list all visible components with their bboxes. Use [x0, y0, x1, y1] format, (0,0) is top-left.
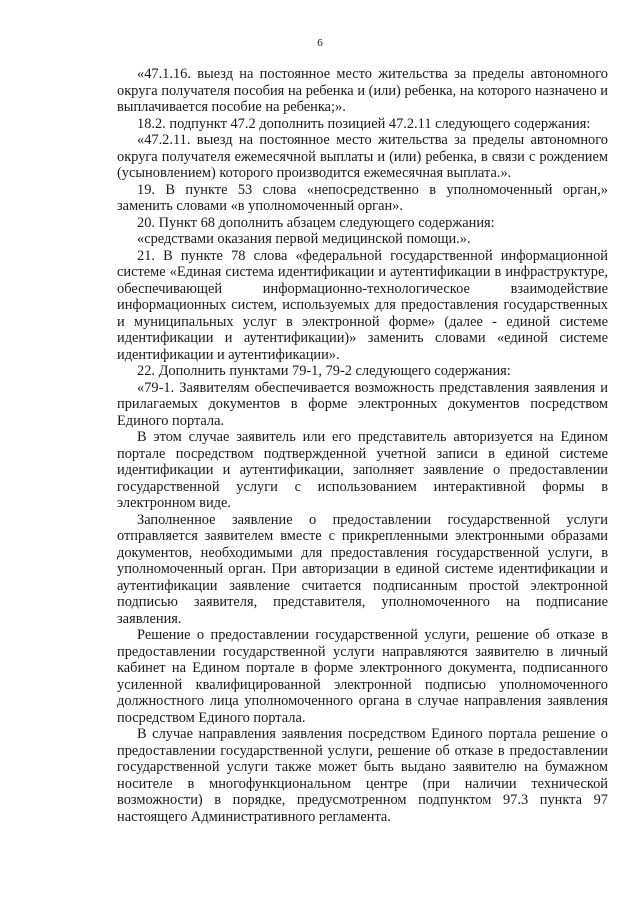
paragraph-19: 19. В пункте 53 слова «непосредственно в уполномоченный орган,» заменить словами «в уполномоченный орган».	[117, 181, 608, 214]
paragraph-47-1-16: «47.1.16. выезд на постоянное место жительства за пределы автономного округа получателя пособия на ребенка и (или) ребенка, на которого назначено и выплачивается пособие на ребенка;».	[117, 66, 608, 115]
paragraph-submission: Заполненное заявление о предоставлении государственной услуги отправляется заявителем вместе с прикрепленными электронными образами документов, необходимыми для предоставления государственной услуги, в уполномоченный орган. При авторизации в единой системе идентификации и аутентификации заявление считается подписанным простой электронной подписью заявителя, представителя, уполномоченного на подписание заявления.	[117, 511, 608, 627]
document-body	[117, 66, 608, 825]
paragraph-20: 20. Пункт 68 дополнить абзацем следующего содержания:	[137, 214, 495, 231]
paragraph-18-2: 18.2. подпункт 47.2 дополнить позицией 47.2.11 следующего содержания:	[137, 115, 591, 132]
paragraph-22: 22. Дополнить пунктами 79-1, 79-2 следующего содержания:	[137, 363, 511, 379]
paragraph-79-1: «79-1. Заявителям обеспечивается возможность представления заявления и прилагаемых документов в форме электронных документов посредством Единого портала.	[117, 379, 608, 429]
paragraph-20-quote: «средствами оказания первой медицинской помощи.».	[137, 231, 471, 247]
page-number: 6	[317, 37, 323, 49]
paragraph-paper-copy: В случае направления заявления посредством Единого портала решение о предоставлении государственной услуги, решение об отказе в предоставлении государственной услуги также может быть выдано заявителю на бумажном носителе в многофункциональном центре (при наличии технической возможности) в порядке, предусмотренном подпунктом 97.3 пункта 97 настоящего Административного регламента.	[117, 726, 608, 825]
paragraph-decision: Решение о предоставлении государственной услуги, решение об отказе в предоставлении государственной услуги направляются заявителю в личный кабинет на Едином портале в форме электронного документа, подписанного усиленной квалифицированной электронной подписью уполномоченного должностного лица уполномоченного органа в случае направления заявления посредством Единого портала.	[117, 627, 608, 726]
paragraph-21: 21. В пункте 78 слова «федеральной государственной информационной системе «Единая система идентификации и аутентификации в инфраструктуре, обеспечивающей информационно-технологическое взаимодействие информационных систем, используемых для предоставления государственных и муниципальных услуг в электронной форме» (далее - единой системе идентификации и аутентификации)» заменить словами «единой системе идентификации и аутентификации».	[117, 247, 608, 363]
paragraph-47-2-11: «47.2.11. выезд на постоянное место жительства за пределы автономного округа получателя ежемесячной выплаты и (или) ребенка, в связи с рождением (усыновлением) которого производится ежемесячная выплата.».	[117, 132, 608, 181]
paragraph-authorization: В этом случае заявитель или его представитель авторизуется на Едином портале посредством подтвержденной учетной записи в единой системе идентификации и аутентификации, заполняет заявление о предоставлении государственной услуги с использованием интерактивной формы в электронном виде.	[117, 429, 608, 511]
